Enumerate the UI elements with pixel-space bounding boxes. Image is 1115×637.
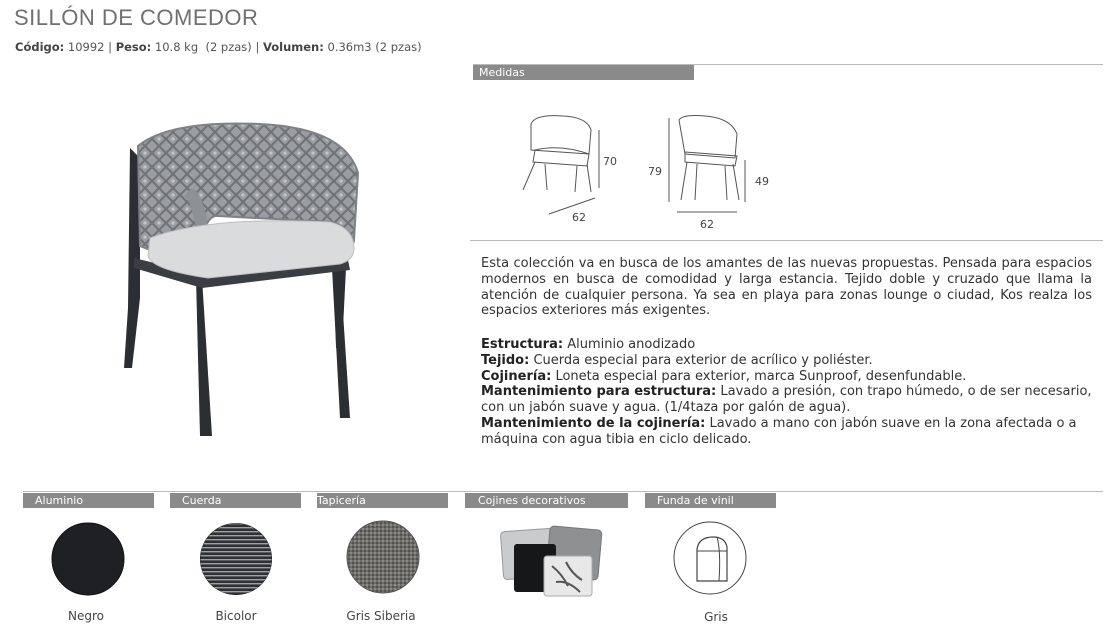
side-height-label: 79: [648, 165, 662, 178]
caption-funda: Gris: [704, 610, 728, 624]
peso-value: 10.8 kg (2 pzas): [154, 40, 252, 54]
material-tab-funda: Funda de vinil: [645, 493, 776, 508]
spec-row: Mantenimiento de la cojinería: Lavado a mano con jabón suave en la zona afectada o a máquina con agua tibia en ciclo delicado.: [481, 415, 1077, 447]
material-tab-tapiceria: Tapicería: [317, 493, 448, 508]
side-view-drawing: [645, 108, 775, 233]
spec-row: Estructura: Aluminio anodizado: [481, 337, 696, 352]
material-tab-cuerda: Cuerda: [170, 493, 301, 508]
front-width-label: 62: [572, 211, 586, 224]
front-height-label: 70: [603, 155, 617, 168]
separator-1: |: [108, 40, 113, 54]
bottom-rule: [23, 491, 1103, 492]
codigo-value: 10992: [67, 40, 105, 54]
side-depth-label: 62: [700, 218, 714, 231]
chair-image: [110, 118, 370, 448]
product-title: SILLÓN DE COMEDOR: [14, 5, 259, 30]
spec-row: Tejido: Cuerda especial para exterior de acrílico y poliéster.: [481, 352, 873, 368]
caption-cuerda: Bicolor: [215, 609, 257, 623]
vinyl-cover-swatch: [673, 521, 747, 595]
swatch-tapiceria: [346, 520, 420, 594]
swatch-aluminio: [51, 522, 125, 596]
spec-row: Cojinería: Loneta especial para exterior, marca Sunproof, desenfundable.: [481, 368, 967, 384]
product-specs: [481, 337, 1092, 448]
material-tab-aluminio: Aluminio: [23, 493, 154, 508]
product-meta: [15, 40, 422, 54]
mid-rule: [470, 240, 1103, 241]
side-seat-height-label: 49: [755, 175, 769, 188]
decorative-pillows-image: [496, 522, 606, 602]
spec-row: Mantenimiento para estructura: Lavado a presión, con trapo húmedo, o de ser necesario, con un jabón suave y agua. (1/4taza por galón de agua).: [481, 384, 1092, 416]
caption-aluminio: Negro: [68, 609, 104, 623]
codigo-label: Código:: [15, 40, 65, 54]
caption-tapiceria: Gris Siberia: [346, 609, 416, 623]
product-description: Esta colección va en busca de los amantes de las nuevas propuestas. Pensada para espacios modernos en busca de comodidad y larga estancia. Tejido doble y cruzado que llama la atención de cualquier persona. Ya sea en playa para zonas lounge o ciudad, Kos realza los espacios exteriores más exigentes.: [481, 256, 1092, 319]
separator-2: |: [255, 40, 260, 54]
material-tab-cojines: Cojines decorativos: [465, 493, 628, 508]
volumen-value: 0.36m3 (2 pzas): [327, 40, 422, 54]
peso-label: Peso:: [115, 40, 152, 54]
medidas-tab: Medidas: [473, 65, 694, 80]
front-view-drawing: [515, 110, 625, 225]
swatch-cuerda: [199, 522, 273, 596]
volumen-label: Volumen:: [262, 40, 324, 54]
